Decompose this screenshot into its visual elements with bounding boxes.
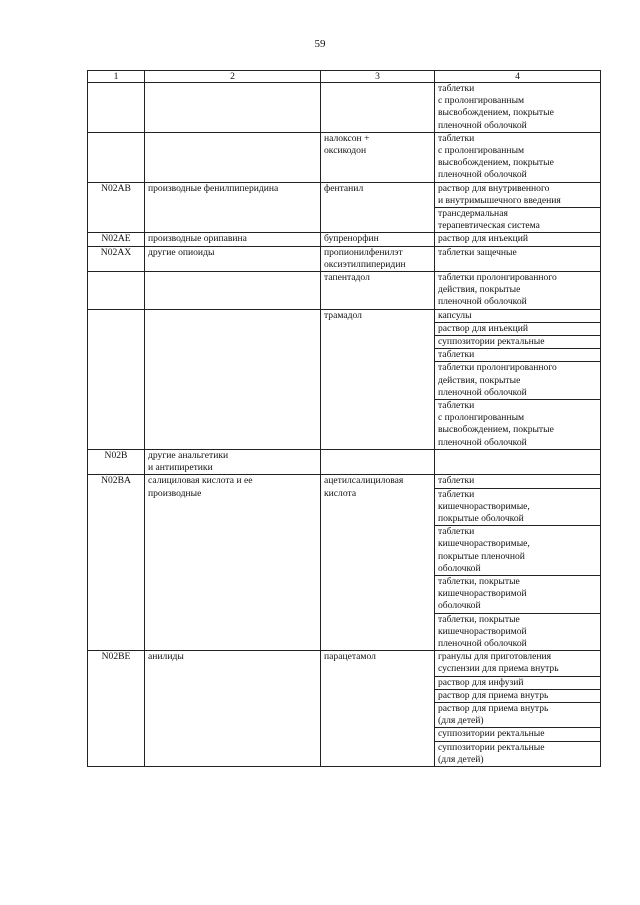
- table-row: [88, 132, 601, 182]
- dosage-form: таблетки защечные: [438, 246, 517, 258]
- dosage-form: [435, 450, 600, 462]
- atc-code-cell: N02BA: [88, 475, 145, 651]
- dosage-form: таблетки: [435, 349, 600, 362]
- dosage-form: таблетки пролонгированного действия, покрытые пленочной оболочкой: [438, 272, 557, 308]
- atc-code-cell: N02AB: [88, 182, 145, 233]
- dosage-form: таблетки с пролонгированным высвобождением, покрытые пленочной оболочкой: [438, 83, 554, 131]
- drug-name-cell: ацетилсалициловая кислота: [321, 475, 435, 651]
- atc-code-cell: N02AE: [88, 233, 145, 246]
- atc-code-cell: N02AX: [88, 246, 145, 271]
- dosage-forms-cell: [435, 475, 601, 651]
- column-header: 1: [88, 71, 145, 83]
- drug-name-cell: налоксон + оксикодон: [321, 132, 435, 182]
- page-number: 59: [314, 38, 326, 50]
- dosage-form: раствор для приема внутрь: [435, 690, 600, 703]
- dosage-form: суппозитории ректальные: [435, 728, 600, 741]
- column-header: 2: [145, 71, 321, 83]
- dosage-forms-cell: [435, 309, 601, 449]
- group-cell: другие опиоиды: [145, 246, 321, 271]
- atc-code-cell: [88, 83, 145, 133]
- header-row: [88, 71, 601, 83]
- group-cell: производные фенилпиперидина: [145, 182, 321, 233]
- table-row: [88, 246, 601, 271]
- dosage-forms-cell: [435, 132, 601, 182]
- group-cell: анилиды: [145, 651, 321, 767]
- group-cell: [145, 272, 321, 310]
- table-row: [88, 233, 601, 246]
- table-row: [88, 272, 601, 310]
- drug-name-cell: фентанил: [321, 182, 435, 233]
- atc-code-cell: N02B: [88, 449, 145, 474]
- dosage-forms-cell: [435, 449, 601, 474]
- dosage-form: раствор для приема внутрь (для детей): [435, 703, 600, 728]
- dosage-form: раствор для инъекций: [438, 233, 528, 245]
- dosage-form: таблетки с пролонгированным высвобождением, покрытые пленочной оболочкой: [438, 132, 554, 181]
- atc-code-cell: [88, 272, 145, 310]
- group-cell: [145, 309, 321, 449]
- drug-name-cell: пропионилфенилэт оксиэтилпиперидин: [321, 246, 435, 271]
- drug-name-cell: [321, 83, 435, 133]
- drug-name-cell: трамадол: [321, 309, 435, 449]
- group-cell: [145, 132, 321, 182]
- dosage-forms-cell: [435, 651, 601, 767]
- dosage-form: раствор для внутривенного и внутримышечного введения: [435, 183, 600, 208]
- dosage-form: таблетки, покрытые кишечнорастворимой оболочкой: [435, 576, 600, 614]
- dosage-form: таблетки кишечнорастворимые, покрытые оболочкой: [435, 489, 600, 527]
- dosage-forms-cell: [435, 233, 601, 246]
- group-cell: другие анальгетики и антипиретики: [145, 449, 321, 474]
- dosage-form: таблетки с пролонгированным высвобождением, покрытые пленочной оболочкой: [438, 400, 554, 448]
- dosage-form: таблетки: [435, 475, 600, 488]
- table-row: [88, 475, 601, 651]
- drug-name-cell: тапентадол: [321, 272, 435, 310]
- drug-name-cell: [321, 449, 435, 474]
- dosage-form: трансдермальная терапевтическая система: [438, 208, 540, 232]
- table-row: [88, 449, 601, 474]
- atc-code-cell: [88, 309, 145, 449]
- dosage-forms-cell: [435, 246, 601, 271]
- table-row: [88, 309, 601, 449]
- drug-name-cell: парацетамол: [321, 651, 435, 767]
- dosage-form: раствор для инфузий: [435, 677, 600, 690]
- dosage-form: таблетки пролонгированного действия, покрытые пленочной оболочкой: [435, 362, 600, 400]
- dosage-form: суппозитории ректальные: [435, 336, 600, 349]
- drug-table: [87, 70, 601, 767]
- dosage-form: таблетки кишечнорастворимые, покрытые пленочной оболочкой: [435, 526, 600, 576]
- dosage-form: гранулы для приготовления суспензии для приема внутрь: [435, 651, 600, 676]
- dosage-form: раствор для инъекций: [435, 323, 600, 336]
- table-row: [88, 83, 601, 133]
- group-cell: салициловая кислота и ее производные: [145, 475, 321, 651]
- group-cell: производные орипавина: [145, 233, 321, 246]
- dosage-form: капсулы: [435, 310, 600, 323]
- column-header: 3: [321, 71, 435, 83]
- table-row: [88, 651, 601, 767]
- dosage-forms-cell: [435, 182, 601, 233]
- dosage-forms-cell: [435, 272, 601, 310]
- drug-name-cell: бупренорфин: [321, 233, 435, 246]
- table-row: [88, 182, 601, 233]
- dosage-forms-cell: [435, 83, 601, 133]
- dosage-form: таблетки, покрытые кишечнорастворимой пленочной оболочкой: [438, 613, 527, 649]
- atc-code-cell: N02BE: [88, 651, 145, 767]
- group-cell: [145, 83, 321, 133]
- column-header: 4: [435, 71, 601, 83]
- atc-code-cell: [88, 132, 145, 182]
- dosage-form: суппозитории ректальные (для детей): [438, 741, 545, 765]
